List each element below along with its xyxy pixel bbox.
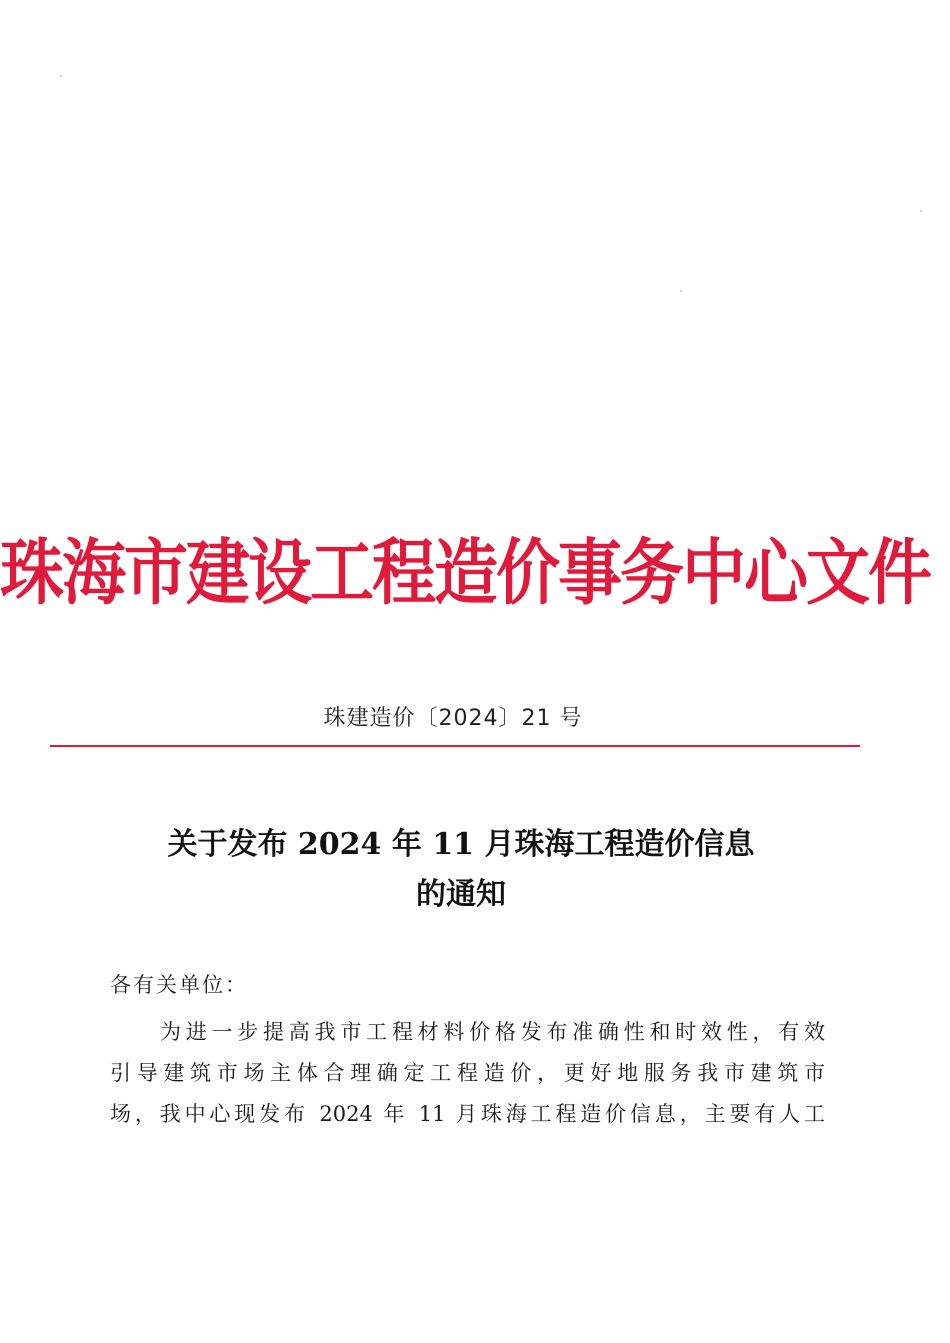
document-number: 珠建造价〔2024〕21 号 — [323, 706, 583, 731]
paragraph-line-1: 为进一步提高我市工程材料价格发布准确性和时效性，有效 — [160, 1020, 825, 1044]
paragraph-line-2: 引导建筑市场主体合理确定工程造价，更好地服务我市建筑市 — [110, 1061, 825, 1085]
body-paragraph — [110, 1012, 825, 1135]
issuing-office-masthead: 珠海市建设工程造价事务中心文件 — [0, 532, 930, 616]
paragraph-line-3: 场，我中心现发布 2024 年 11 月珠海工程造价信息，主要有人工 — [110, 1102, 825, 1126]
salutation: 各有关单位： — [110, 973, 248, 997]
title-line-1: 关于发布 2024 年 11 月珠海工程造价信息 — [167, 827, 755, 862]
title-line-2: 的通知 — [416, 877, 506, 912]
notice-title — [0, 820, 922, 920]
red-separator-line — [50, 745, 860, 747]
